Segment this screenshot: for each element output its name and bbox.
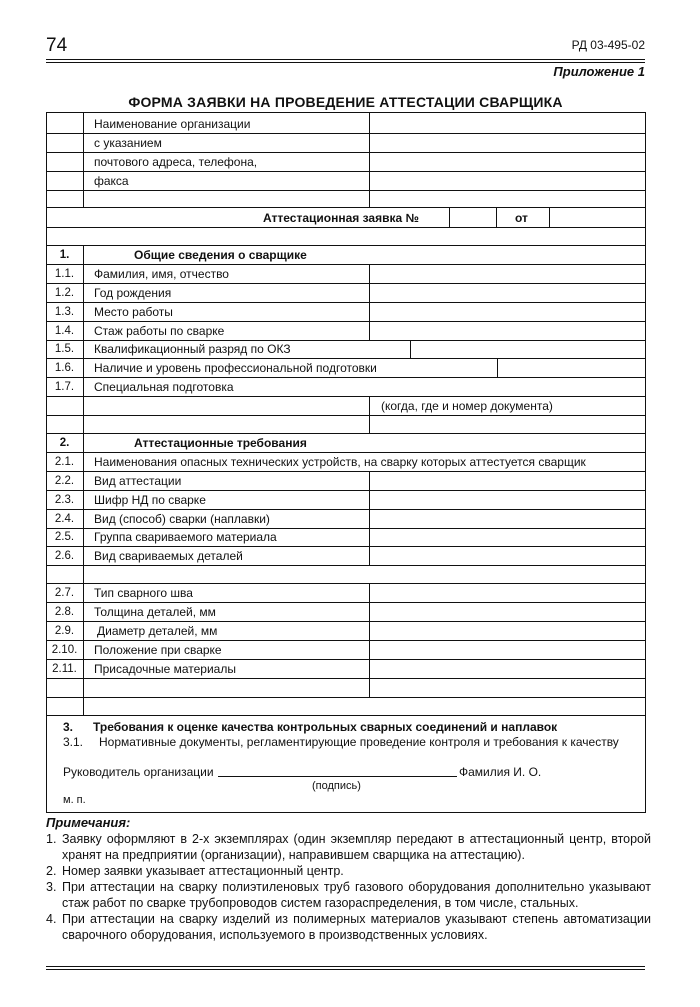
grid-row-line	[46, 697, 646, 698]
footer-rule	[46, 966, 645, 967]
note-number: 1.	[46, 832, 57, 846]
grid-column-line	[83, 245, 84, 715]
grid-column-line	[369, 471, 370, 565]
row-number: 2.6.	[54, 550, 75, 562]
technical-devices-label: Наименования опасных технических устройств, на сварку которых аттестуется сварщик	[94, 455, 586, 469]
row-number: 1.6.	[54, 362, 75, 374]
form-title: ФОРМА ЗАЯВКИ НА ПРОВЕДЕНИЕ АТТЕСТАЦИИ СВАРЩИКА	[128, 94, 563, 110]
grid-column-line	[83, 112, 84, 207]
weld-type-label: Тип сварного шва	[94, 586, 193, 600]
note-text: Номер заявки указывает аттестационный центр.	[62, 864, 344, 878]
signature-caption: (подпись)	[312, 780, 361, 792]
grid-column-line	[496, 207, 497, 227]
grid-column-line	[369, 396, 370, 433]
grid-row-line	[46, 302, 646, 303]
material-group-label: Группа свариваемого материала	[94, 530, 277, 544]
row-number: 2.3.	[54, 494, 75, 506]
grid-row-line	[46, 452, 646, 453]
grid-row-line	[46, 207, 646, 208]
note-item	[46, 879, 651, 911]
normative-documents-label: Нормативные документы, регламентирующие проведение контроля и требования к качеству	[99, 735, 619, 749]
grid-row-line	[46, 227, 646, 228]
appendix-label: Приложение 1	[553, 64, 645, 79]
grid-column-line	[369, 112, 370, 207]
grid-row-line	[46, 583, 646, 584]
row-number: 2.5.	[54, 531, 75, 543]
grid-row-line	[46, 340, 646, 341]
org-address-label: с указанием	[94, 136, 162, 150]
grid-row-line	[46, 415, 646, 416]
row-number: 2.7.	[54, 587, 75, 599]
attestation-type-label: Вид аттестации	[94, 474, 182, 488]
grid-row-line	[46, 602, 646, 603]
grid-column-line	[369, 583, 370, 697]
grid-row-line	[46, 245, 646, 246]
org-name-label: Наименование организации	[94, 117, 251, 131]
grid-column-line	[549, 207, 550, 227]
grid-row-line	[46, 565, 646, 566]
row-number: 1.2.	[54, 287, 75, 299]
section-3-number: 3.	[63, 720, 74, 734]
row-number: 2.4.	[54, 513, 75, 525]
row-number: 2.9.	[54, 625, 75, 637]
grid-row-line	[46, 171, 646, 172]
grid-row-line	[46, 546, 646, 547]
grid-column-line	[369, 264, 370, 340]
stamp-place-label: м. п.	[63, 794, 86, 806]
parts-type-label: Вид свариваемых деталей	[94, 549, 243, 563]
qualification-grade-label: Квалификационный разряд по ОКЗ	[94, 342, 291, 356]
row-number: 2.2.	[54, 475, 75, 487]
org-phone-label: почтового адреса, телефона,	[94, 155, 258, 169]
workplace-label: Место работы	[94, 305, 173, 319]
grid-row-line	[46, 321, 646, 322]
grid-column-line	[497, 358, 498, 377]
grid-row-line	[46, 358, 646, 359]
row-number: 2.8.	[54, 606, 75, 618]
signature-line[interactable]	[218, 776, 457, 777]
application-number-label: Аттестационная заявка №	[263, 211, 419, 225]
org-fax-label: факса	[94, 174, 129, 188]
note-text: Заявку оформляют в 2-х экземплярах (один экземпляр передают в аттестационный центр, второй хранят на предприятии (организации), направившем сварщика на аттестацию).	[62, 832, 651, 862]
grid-row-line	[46, 264, 646, 265]
filler-materials-label: Присадочные материалы	[94, 662, 236, 676]
grid-row-line	[46, 396, 646, 397]
footer-rule-thin	[46, 969, 645, 970]
grid-row-line	[46, 528, 646, 529]
note-item	[46, 911, 651, 943]
grid-row-line	[46, 283, 646, 284]
special-training-label: Специальная подготовка	[94, 380, 234, 394]
section-3-1-number: 3.1.	[63, 735, 84, 749]
note-text: При аттестации на сварку изделий из полимерных материалов указывают степень автоматизации сварочного оборудования, используемого в производственных условиях.	[62, 912, 651, 942]
grid-row-line	[46, 152, 646, 153]
row-number: 1.4.	[54, 325, 75, 337]
application-date-label: от	[515, 211, 528, 225]
welding-position-label: Положение при сварке	[94, 643, 222, 657]
grid-row-line	[46, 678, 646, 679]
header-rule	[46, 59, 645, 60]
row-number: 2.11.	[52, 663, 77, 675]
grid-row-line	[46, 133, 646, 134]
notes-title: Примечания:	[46, 815, 131, 830]
document-reference: РД 03-495-02	[571, 38, 645, 52]
grid-column-line	[410, 340, 411, 358]
grid-row-line	[46, 509, 646, 510]
section-2-title: Аттестационные требования	[134, 436, 307, 450]
grid-row-line	[46, 377, 646, 378]
head-of-organization-label: Руководитель организации	[63, 765, 214, 779]
grid-row-line	[46, 640, 646, 641]
note-number: 2.	[46, 864, 57, 878]
grid-row-line	[46, 621, 646, 622]
full-name-placeholder: Фамилия И. О.	[459, 765, 542, 779]
nd-code-label: Шифр НД по сварке	[94, 493, 206, 507]
row-number: 2.1.	[54, 456, 75, 468]
grid-row-line	[46, 490, 646, 491]
row-number: 2.10.	[51, 644, 78, 656]
grid-column-line	[449, 207, 450, 227]
full-name-label: Фамилия, имя, отчество	[94, 267, 229, 281]
section-3-title: Требования к оценке качества контрольных сварных соединений и наплавок	[93, 720, 558, 734]
document-details-note: (когда, где и номер документа)	[381, 399, 553, 413]
parts-diameter-label: Диаметр деталей, мм	[97, 624, 218, 638]
training-level-label: Наличие и уровень профессиональной подготовки	[94, 361, 377, 375]
welding-method-label: Вид (способ) сварки (наплавки)	[94, 512, 270, 526]
welding-experience-label: Стаж работы по сварке	[94, 324, 225, 338]
grid-row-line	[46, 715, 646, 716]
birth-year-label: Год рождения	[94, 286, 172, 300]
grid-row-line	[46, 659, 646, 660]
note-text: При аттестации на сварку полиэтиленовых труб газового оборудования дополнительно указывают стаж работ по сварке трубопроводов систем газораспределения, в том числе, стальных.	[62, 880, 651, 910]
notes-section	[46, 815, 651, 943]
section-1-number: 1.	[59, 249, 70, 261]
row-number: 1.5.	[54, 343, 75, 355]
row-number: 1.3.	[54, 306, 75, 318]
header-rule-thin	[46, 62, 645, 63]
row-number: 1.1.	[54, 268, 75, 280]
grid-row-line	[46, 471, 646, 472]
parts-thickness-label: Толщина деталей, мм	[94, 605, 216, 619]
note-item	[46, 831, 651, 863]
section-1-title: Общие сведения о сварщике	[134, 248, 307, 262]
page-number: 74	[46, 35, 68, 56]
note-item	[46, 863, 651, 879]
note-number: 3.	[46, 880, 57, 894]
grid-row-line	[46, 433, 646, 434]
note-number: 4.	[46, 912, 57, 926]
grid-row-line	[46, 190, 646, 191]
row-number: 1.7.	[54, 381, 75, 393]
section-2-number: 2.	[59, 437, 70, 449]
